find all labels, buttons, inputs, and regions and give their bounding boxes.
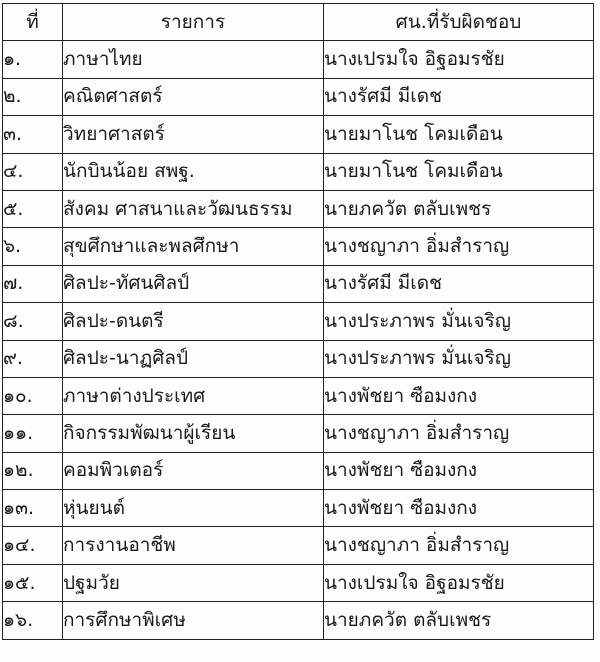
row-number: ๔. <box>3 153 63 190</box>
table-row <box>3 228 594 265</box>
row-owner: นายภควัต ตลับเพชร <box>324 190 594 227</box>
header-owner: ศน.ที่รับผิดชอบ <box>324 4 594 41</box>
row-number: ๑๖. <box>3 602 63 639</box>
row-number: ๑๔. <box>3 527 63 564</box>
row-number: ๗. <box>3 265 63 302</box>
row-number: ๑๑. <box>3 415 63 452</box>
table-body <box>3 41 594 639</box>
row-owner: นางพัชยา ซือมงกง <box>324 377 594 414</box>
responsibility-table <box>2 3 594 640</box>
row-number: ๒. <box>3 78 63 115</box>
row-item: ศิลปะ-ดนตรี <box>63 303 324 340</box>
table-row <box>3 41 594 78</box>
row-owner: นางเปรมใจ อิฐอมรชัย <box>324 41 594 78</box>
table-row <box>3 340 594 377</box>
table-row <box>3 415 594 452</box>
row-number: ๓. <box>3 116 63 153</box>
row-item: ภาษาไทย <box>63 41 324 78</box>
table-header <box>3 4 594 41</box>
table-row <box>3 602 594 639</box>
row-number: ๑๐. <box>3 377 63 414</box>
row-item: ภาษาต่างประเทศ <box>63 377 324 414</box>
header-row <box>3 4 594 41</box>
row-owner: นางชญาภา อิ่มสำราญ <box>324 415 594 452</box>
row-number: ๘. <box>3 303 63 340</box>
table-row <box>3 564 594 601</box>
row-item: คอมพิวเตอร์ <box>63 452 324 489</box>
row-owner: นางพัชยา ซือมงกง <box>324 490 594 527</box>
row-item: การงานอาชีพ <box>63 527 324 564</box>
row-owner: นางรัศมี มีเดช <box>324 265 594 302</box>
table-row <box>3 452 594 489</box>
row-number: ๑๕. <box>3 564 63 601</box>
table-row <box>3 303 594 340</box>
row-owner: นางชญาภา อิ่มสำราญ <box>324 228 594 265</box>
row-item: การศึกษาพิเศษ <box>63 602 324 639</box>
row-number: ๑. <box>3 41 63 78</box>
row-number: ๖. <box>3 228 63 265</box>
row-number: ๑๒. <box>3 452 63 489</box>
row-item: สุขศึกษาและพลศึกษา <box>63 228 324 265</box>
header-item: รายการ <box>63 4 324 41</box>
row-item: หุ่นยนต์ <box>63 490 324 527</box>
row-owner: นางประภาพร มั่นเจริญ <box>324 303 594 340</box>
header-number: ที่ <box>3 4 63 41</box>
table-row <box>3 190 594 227</box>
row-item: ปฐมวัย <box>63 564 324 601</box>
row-owner: นางพัชยา ซือมงกง <box>324 452 594 489</box>
row-number: ๙. <box>3 340 63 377</box>
table-row <box>3 377 594 414</box>
row-item: สังคม ศาสนาและวัฒนธรรม <box>63 190 324 227</box>
table-row <box>3 265 594 302</box>
row-owner: นางรัศมี มีเดช <box>324 78 594 115</box>
row-item: ศิลปะ-นาฏศิลป์ <box>63 340 324 377</box>
row-owner: นายมาโนช โคมเดือน <box>324 153 594 190</box>
row-owner: นายมาโนช โคมเดือน <box>324 116 594 153</box>
row-item: คณิตศาสตร์ <box>63 78 324 115</box>
row-owner: นางชญาภา อิ่มสำราญ <box>324 527 594 564</box>
table-row <box>3 153 594 190</box>
row-item: กิจกรรมพัฒนาผู้เรียน <box>63 415 324 452</box>
table-row <box>3 527 594 564</box>
row-owner: นางประภาพร มั่นเจริญ <box>324 340 594 377</box>
row-owner: นางเปรมใจ อิฐอมรชัย <box>324 564 594 601</box>
row-item: ศิลปะ-ทัศนศิลป์ <box>63 265 324 302</box>
table-row <box>3 78 594 115</box>
row-number: ๑๓. <box>3 490 63 527</box>
row-item: วิทยาศาสตร์ <box>63 116 324 153</box>
row-item: นักบินน้อย สพฐ. <box>63 153 324 190</box>
table-row <box>3 116 594 153</box>
table-row <box>3 490 594 527</box>
row-owner: นายภควัต ตลับเพชร <box>324 602 594 639</box>
row-number: ๕. <box>3 190 63 227</box>
